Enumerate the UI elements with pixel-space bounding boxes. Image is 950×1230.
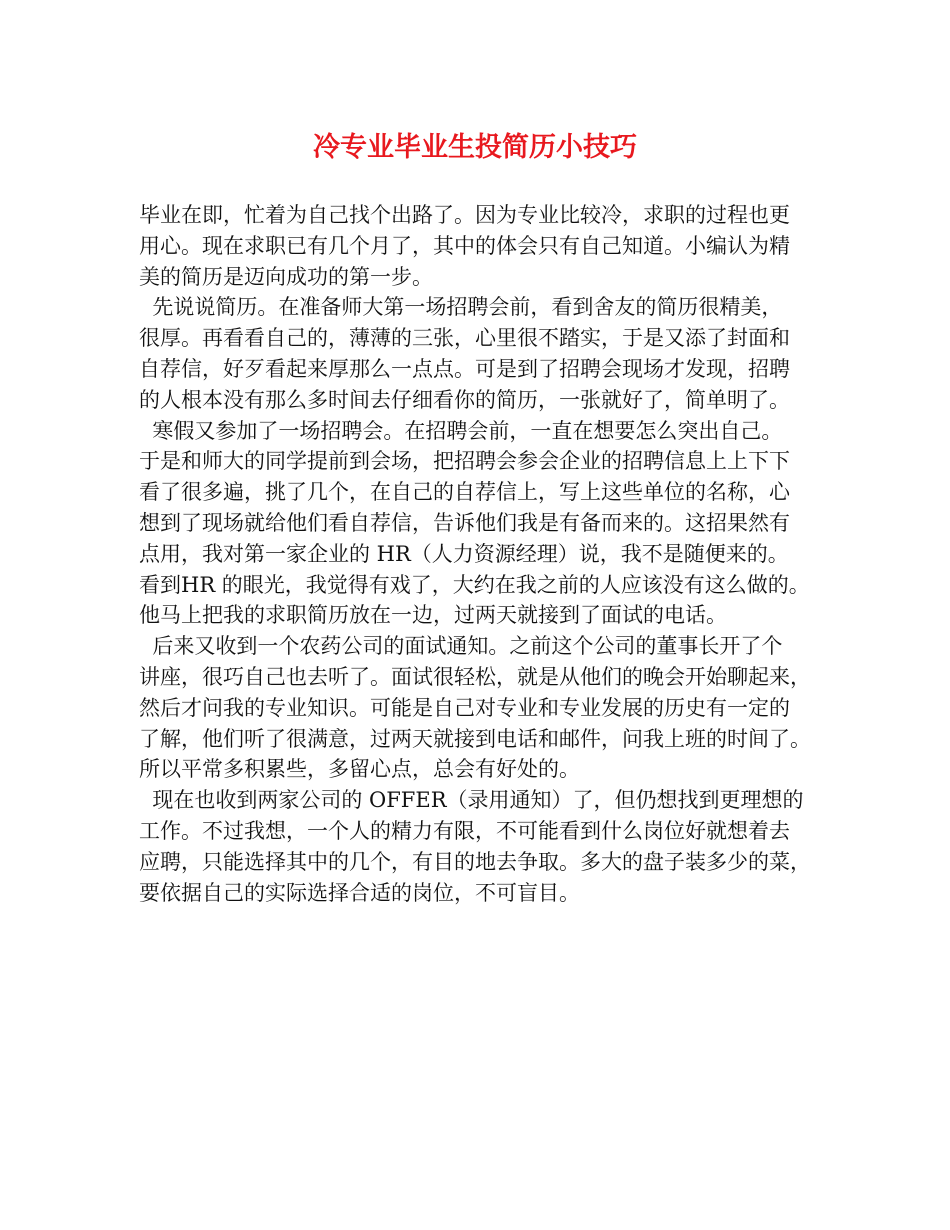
text-line: 了解，他们听了很满意，过两天就接到电话和邮件，问我上班的时间了。 — [139, 726, 811, 751]
text-line: 要依据自己的实际选择合适的岗位，不可盲目。 — [139, 880, 580, 905]
text-line: 然后才问我的专业知识。可能是自己对专业和专业发展的历史有一定的 — [139, 695, 790, 720]
text-line: 美的简历是迈向成功的第一步。 — [139, 264, 433, 289]
text-line: 看到HR 的眼光，我觉得有戏了，大约在我之前的人应该没有这么做的。 — [139, 572, 810, 597]
text-line: 工作。不过我想，一个人的精力有限，不可能看到什么岗位好就想着去 — [139, 818, 790, 843]
text-line: 看了很多遍，挑了几个，在自己的自荐信上，写上这些单位的名称，心 — [139, 480, 790, 505]
text-line: 先说说简历。在准备师大第一场招聘会前，看到舍友的简历很精美， — [139, 295, 783, 320]
text-line: 点用，我对第一家企业的 HR（人力资源经理）说，我不是随便来的。 — [139, 541, 789, 566]
text-line: 应聘，只能选择其中的几个，有目的地去争取。多大的盘子装多少的菜， — [139, 849, 811, 874]
text-line: 的人根本没有那么多时间去仔细看你的简历，一张就好了，简单明了。 — [139, 387, 790, 412]
document-title: 冷专业毕业生投简历小技巧 — [313, 132, 637, 163]
text-line: 后来又收到一个农药公司的面试通知。之前这个公司的董事长开了个 — [139, 634, 783, 659]
text-line: 想到了现场就给他们看自荐信，告诉他们我是有备而来的。这招果然有 — [139, 510, 790, 535]
text-line: 寒假又参加了一场招聘会。在招聘会前，一直在想要怎么突出自己。 — [139, 418, 783, 443]
text-line: 所以平常多积累些，多留心点，总会有好处的。 — [139, 757, 580, 782]
document-body — [139, 200, 839, 908]
text-line: 于是和师大的同学提前到会场，把招聘会参会企业的招聘信息上上下下 — [139, 449, 790, 474]
text-line: 他马上把我的求职简历放在一边，过两天就接到了面试的电话。 — [139, 603, 727, 628]
text-line: 很厚。再看看自己的，薄薄的三张，心里很不踏实，于是又添了封面和 — [139, 326, 790, 351]
text-line: 自荐信，好歹看起来厚那么一点点。可是到了招聘会现场才发现，招聘 — [139, 356, 790, 381]
text-line: 用心。现在求职已有几个月了，其中的体会只有自己知道。小编认为精 — [139, 233, 790, 258]
text-line: 现在也收到两家公司的 OFFER（录用通知）了，但仍想找到更理想的 — [139, 788, 804, 813]
text-line: 毕业在即，忙着为自己找个出路了。因为专业比较冷，求职的过程也更 — [139, 203, 790, 227]
text-line: 讲座，很巧自己也去听了。面试很轻松，就是从他们的晚会开始聊起来， — [139, 664, 811, 689]
